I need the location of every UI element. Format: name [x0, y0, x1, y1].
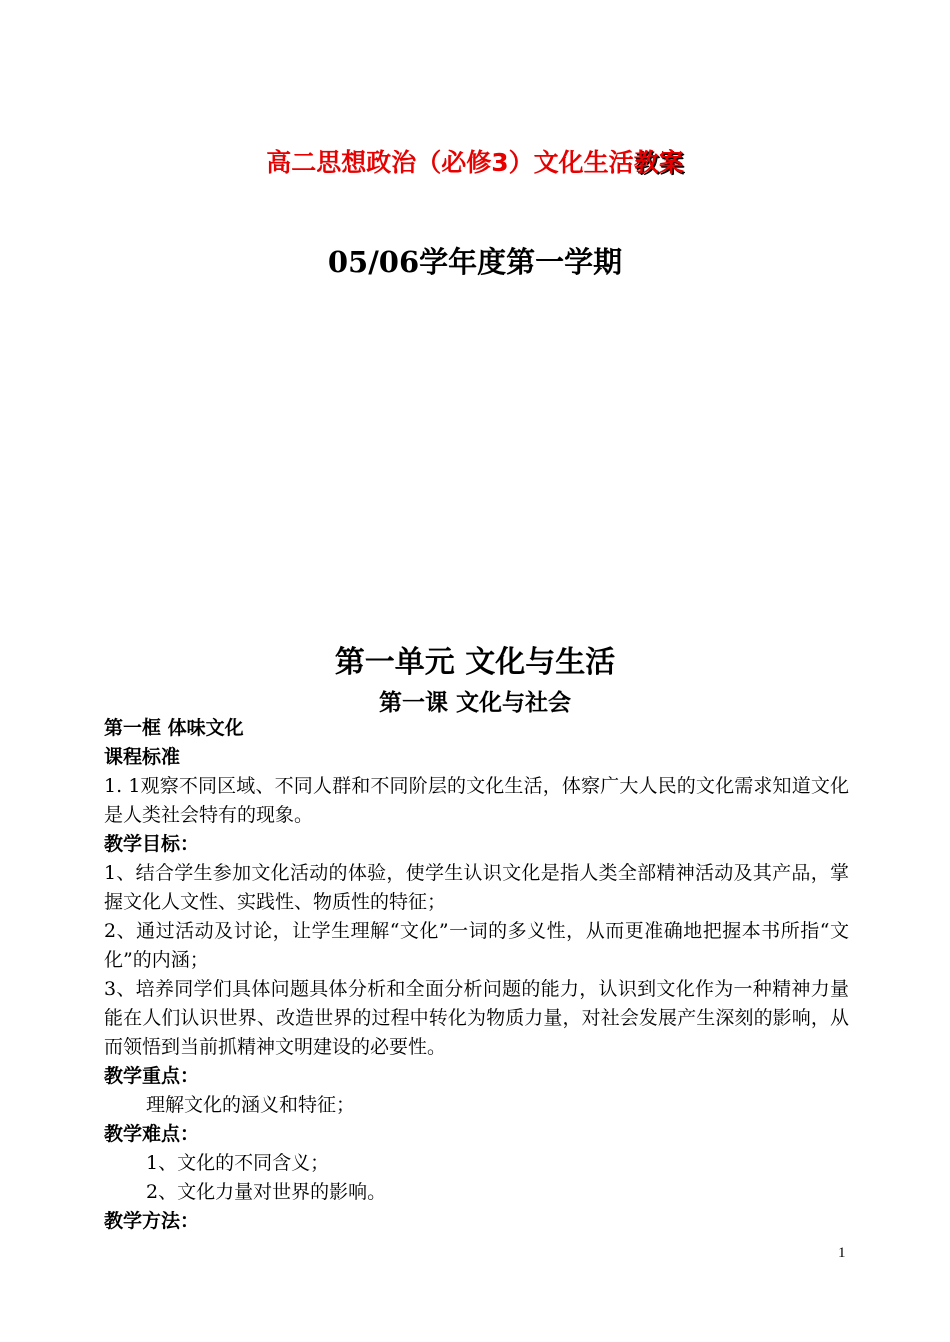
page-number: 1	[838, 1245, 846, 1261]
goals-heading: 教学目标：	[104, 833, 200, 855]
key-points-text: 理解文化的涵义和特征；	[146, 1094, 356, 1116]
document-title-main: 高二思想政治（必修3）文化生活	[266, 148, 634, 177]
standard-text: 1. 1观察不同区域、不同人群和不同阶层的文化生活，体察广大人民的文化需求知道文化是人类社会特有的现象。	[104, 775, 849, 826]
unit-title: 第一单元 文化与生活	[334, 645, 616, 680]
lesson-title: 第一课 文化与社会	[378, 690, 571, 716]
goal-item: 1、结合学生参加文化活动的体验，使学生认识文化是指人类全部精神活动及其产品，掌握文化人文性、实践性、物质性的特征；	[104, 862, 849, 913]
key-points-heading: 教学重点：	[104, 1065, 200, 1087]
standard-heading: 课程标准	[104, 746, 181, 768]
difficulties-heading: 教学难点：	[104, 1123, 200, 1145]
lesson-plan-body	[104, 714, 849, 1236]
term-title: 05/06学年度第一学期	[327, 245, 623, 279]
difficulty-item: 1、文化的不同含义；	[146, 1152, 330, 1174]
document-title-suffix: 教案	[633, 148, 684, 177]
goal-item: 2、通过活动及讨论，让学生理解“文化”一词的多义性，从而更准确地把握本书所指“文化”的内涵；	[104, 920, 849, 971]
methods-heading: 教学方法：	[104, 1210, 200, 1232]
difficulty-item: 2、文化力量对世界的影响。	[146, 1181, 387, 1203]
document-title	[0, 143, 950, 179]
goal-item: 3、培养同学们具体问题具体分析和全面分析问题的能力，认识到文化作为一种精神力量能在人们认识世界、改造世界的过程中转化为物质力量，对社会发展产生深刻的影响，从而领悟到当前抓精神文明建设的必要性。	[104, 978, 849, 1058]
frame-title: 第一框 体味文化	[104, 717, 244, 739]
